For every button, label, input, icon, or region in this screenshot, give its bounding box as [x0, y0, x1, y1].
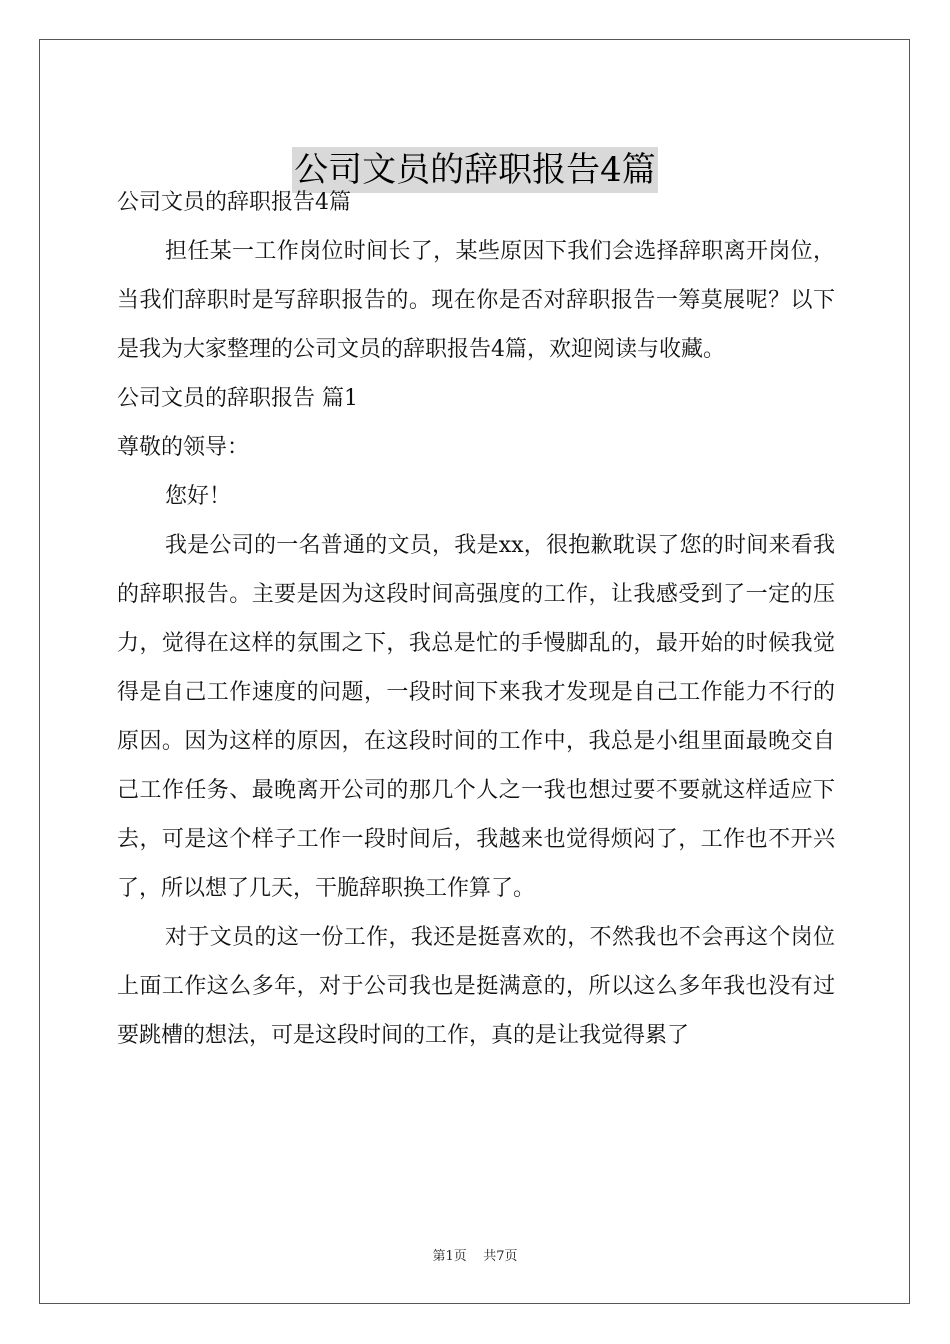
paragraph-body-1: 我是公司的一名普通的文员，我是xx，很抱歉耽误了您的时间来看我的辞职报告。主要是因为这段时间高强度的工作，让我感受到了一定的压力，觉得在这样的氛围之下，我总是忙的手慢脚乱的，最开始的时候我觉得是自己工作速度的问题，一段时间下来我才发现是自己工作能力不行的原因。因为这样的原因，在这段时间的工作中，我总是小组里面最晚交自己工作任务、最晚离开公司的那几个人之一我也想过要不要就这样适应下去，可是这个样子工作一段时间后，我越来也觉得烦闷了，工作也不开兴了，所以想了几天，干脆辞职换工作算了。: [117, 533, 835, 901]
paragraph-intro: 担任某一工作岗位时间长了，某些原因下我们会选择辞职离开岗位，当我们辞职时是写辞职报告的。现在你是否对辞职报告一筹莫展呢？以下是我为大家整理的公司文员的辞职报告4篇，欢迎阅读与收藏。: [117, 239, 835, 362]
page-footer: [0, 1245, 950, 1264]
section-heading: 公司文员的辞职报告 篇1: [117, 386, 358, 411]
salutation: 尊敬的领导：: [117, 435, 250, 460]
document-title: 公司文员的辞职报告4篇: [292, 147, 658, 193]
document-body: [117, 178, 835, 1060]
page-number-total: 共7页: [483, 1249, 518, 1264]
paragraph-subtitle: 公司文员的辞职报告4篇: [117, 190, 351, 215]
page-number-current: 第1页: [432, 1249, 467, 1264]
greeting: 您好！: [165, 484, 232, 509]
paragraph-body-2: 对于文员的这一份工作，我还是挺喜欢的，不然我也不会再这个岗位上面工作这么多年，对于公司我也是挺满意的，所以这么多年我也没有过要跳槽的想法，可是这段时间的工作，真的是让我觉得累了: [117, 925, 835, 1048]
